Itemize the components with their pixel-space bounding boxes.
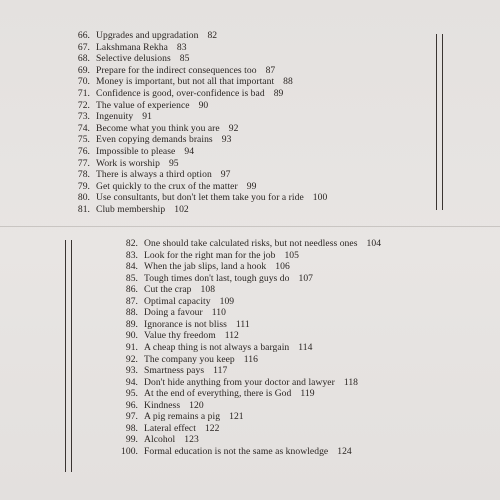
- entry-page-number: 117: [213, 365, 228, 377]
- entry-number: 96.: [125, 399, 138, 411]
- contents-entry: [70, 204, 189, 215]
- top-right-rule-outer: [442, 34, 443, 210]
- contents-entry: [116, 342, 312, 353]
- entry-number: 82.: [125, 238, 138, 249]
- entry-page-number: 114: [298, 341, 313, 353]
- entry-page-number: 94: [184, 146, 195, 157]
- entry-page-number: 108: [200, 284, 216, 296]
- entry-number: 71.: [77, 88, 90, 99]
- entry-page-number: 90: [198, 99, 209, 111]
- entry-number: 84.: [125, 261, 138, 273]
- entry-page-number: 122: [204, 422, 220, 434]
- contents-entry: [116, 411, 244, 422]
- entry-title: Become what you think you are: [96, 122, 220, 134]
- entry-number: 69.: [77, 64, 90, 76]
- contents-entry: [116, 330, 239, 341]
- contents-entry: [70, 169, 231, 180]
- contents-entry: [70, 158, 179, 169]
- entry-title: The company you keep: [144, 353, 235, 365]
- entry-title: Get quickly to the crux of the matter: [96, 180, 238, 192]
- contents-entry: [116, 296, 234, 307]
- contents-entry: [70, 42, 187, 53]
- contents-entry: [70, 65, 275, 76]
- contents-entry: [116, 307, 226, 318]
- entry-number: 72.: [77, 99, 90, 111]
- entry-number: 81.: [77, 204, 90, 215]
- bottom-left-rule-inner: [71, 240, 72, 472]
- contents-entry: [116, 365, 227, 376]
- entry-title: Cut the crap: [144, 284, 192, 296]
- entry-title: Lakshmana Rekha: [96, 41, 168, 53]
- contents-entry: [116, 261, 290, 272]
- entry-title: Club membership: [96, 204, 166, 215]
- entry-number: 99.: [125, 434, 138, 446]
- entry-title: Work is worship: [96, 157, 160, 169]
- contents-entry: [70, 123, 238, 134]
- contents-entry: [116, 273, 313, 284]
- entry-number: 91.: [125, 341, 138, 353]
- entry-title: Even copying demands brains: [96, 134, 213, 146]
- entry-title: Money is important, but not all that important: [96, 76, 275, 88]
- entry-title: One should take calculated risks, but not needless ones: [144, 238, 358, 249]
- entry-number: 78.: [77, 169, 90, 181]
- entry-title: Impossible to please: [96, 146, 176, 157]
- entry-title: Use consultants, but don't let them take you for a ride: [96, 192, 304, 204]
- contents-entry: [116, 446, 352, 457]
- entry-page-number: 95: [168, 157, 179, 169]
- entry-number: 83.: [125, 249, 138, 261]
- entry-page-number: 91: [142, 111, 152, 123]
- entry-page-number: 120: [189, 399, 204, 411]
- contents-entry: [116, 423, 219, 434]
- entry-number: 79.: [77, 180, 90, 192]
- entry-number: 80.: [77, 192, 90, 204]
- entry-number: 87.: [125, 295, 138, 307]
- contents-entry: [116, 377, 358, 388]
- contents-entry: [70, 192, 327, 203]
- top-right-rule-inner: [436, 34, 437, 210]
- contents-entry: [116, 354, 258, 365]
- entry-number: 88.: [125, 307, 138, 319]
- entry-page-number: 123: [184, 434, 199, 446]
- entry-title: The value of experience: [96, 99, 190, 111]
- entry-page-number: 104: [366, 238, 382, 249]
- entry-page-number: 92: [228, 122, 239, 134]
- entry-page-number: 111: [235, 318, 250, 330]
- contents-entry: [70, 100, 208, 111]
- entry-title: Look for the right man for the job: [144, 249, 276, 261]
- entry-page-number: 121: [229, 411, 244, 423]
- contents-entry: [116, 250, 299, 261]
- entry-page-number: 97: [220, 169, 231, 181]
- entry-title: Upgrades and upgradation: [96, 30, 199, 41]
- entry-title: Value thy freedom: [144, 330, 216, 342]
- entry-title: A pig remains a pig: [144, 411, 221, 423]
- contents-entry: [70, 134, 231, 145]
- entry-number: 98.: [125, 422, 138, 434]
- contents-entry: [70, 88, 283, 99]
- entry-number: 86.: [125, 284, 138, 296]
- entry-title: Prepare for the indirect consequences too: [96, 64, 257, 76]
- entry-page-number: 119: [300, 388, 315, 400]
- entry-page-number: 83: [176, 41, 187, 53]
- entry-page-number: 102: [174, 204, 189, 215]
- contents-entry: [70, 146, 194, 157]
- contents-entry: [70, 76, 293, 87]
- entry-number: 67.: [77, 41, 90, 53]
- entry-number: 89.: [125, 318, 138, 330]
- contents-entry: [116, 388, 315, 399]
- section-divider: [0, 226, 500, 227]
- entry-title: When the jab slips, land a hook: [144, 261, 267, 273]
- entry-number: 76.: [77, 146, 90, 157]
- entry-title: A cheap thing is not always a bargain: [144, 341, 290, 353]
- contents-entry: [70, 111, 152, 122]
- entry-title: There is always a third option: [96, 169, 212, 181]
- entry-page-number: 82: [207, 30, 218, 41]
- entry-page-number: 88: [283, 76, 293, 88]
- entry-page-number: 124: [337, 445, 352, 457]
- contents-entry: [70, 53, 189, 64]
- contents-entry: [70, 30, 217, 41]
- entry-page-number: 99: [246, 180, 257, 192]
- entry-number: 94.: [125, 376, 138, 388]
- entry-number: 97.: [125, 411, 138, 423]
- entry-title: Kindness: [144, 399, 181, 411]
- entry-number: 100.: [121, 445, 138, 457]
- entry-title: Smartness pays: [144, 365, 205, 377]
- contents-entry: [116, 434, 199, 445]
- entry-number: 74.: [77, 122, 90, 134]
- entry-number: 92.: [125, 353, 138, 365]
- entry-title: Alcohol: [144, 434, 176, 446]
- entry-page-number: 107: [298, 272, 314, 284]
- entry-page-number: 112: [224, 330, 239, 342]
- entry-title: Optimal capacity: [144, 295, 211, 307]
- entry-page-number: 118: [343, 376, 359, 388]
- entry-page-number: 89: [273, 88, 284, 99]
- entry-title: Selective delusions: [96, 53, 171, 65]
- entry-number: 70.: [77, 76, 90, 88]
- entry-page-number: 100: [312, 192, 328, 204]
- entry-number: 73.: [77, 111, 90, 123]
- entry-number: 75.: [77, 134, 90, 146]
- entry-title: Tough times don't last, tough guys do: [144, 272, 290, 284]
- entry-number: 77.: [77, 157, 90, 169]
- entry-number: 95.: [125, 388, 138, 400]
- entry-page-number: 85: [179, 53, 190, 65]
- bottom-left-rule-outer: [65, 240, 66, 472]
- entry-title: At the end of everything, there is God: [144, 388, 292, 400]
- entry-page-number: 110: [211, 307, 226, 319]
- entry-title: Formal education is not the same as knowledge: [144, 445, 329, 457]
- entry-number: 93.: [125, 365, 138, 377]
- entry-page-number: 87: [265, 64, 276, 76]
- entry-number: 85.: [125, 272, 138, 284]
- contents-entry: [116, 284, 215, 295]
- entry-page-number: 93: [221, 134, 232, 146]
- entry-page-number: 106: [275, 261, 290, 273]
- entry-title: Lateral effect: [144, 422, 196, 434]
- entry-number: 66.: [77, 30, 90, 41]
- contents-entry: [70, 181, 256, 192]
- entry-title: Don't hide anything from your doctor and lawyer: [144, 376, 335, 388]
- contents-entry: [116, 319, 250, 330]
- contents-entry: [116, 238, 381, 249]
- entry-title: Confidence is good, over-confidence is bad: [96, 88, 265, 99]
- entry-page-number: 109: [219, 295, 235, 307]
- entry-page-number: 105: [284, 249, 299, 261]
- entry-page-number: 116: [243, 353, 258, 365]
- entry-number: 68.: [77, 53, 90, 65]
- entry-title: Ignorance is not bliss: [144, 318, 227, 330]
- contents-entry: [116, 400, 204, 411]
- entry-title: Ingenuity: [96, 111, 134, 123]
- entry-number: 90.: [125, 330, 138, 342]
- entry-title: Doing a favour: [144, 307, 203, 319]
